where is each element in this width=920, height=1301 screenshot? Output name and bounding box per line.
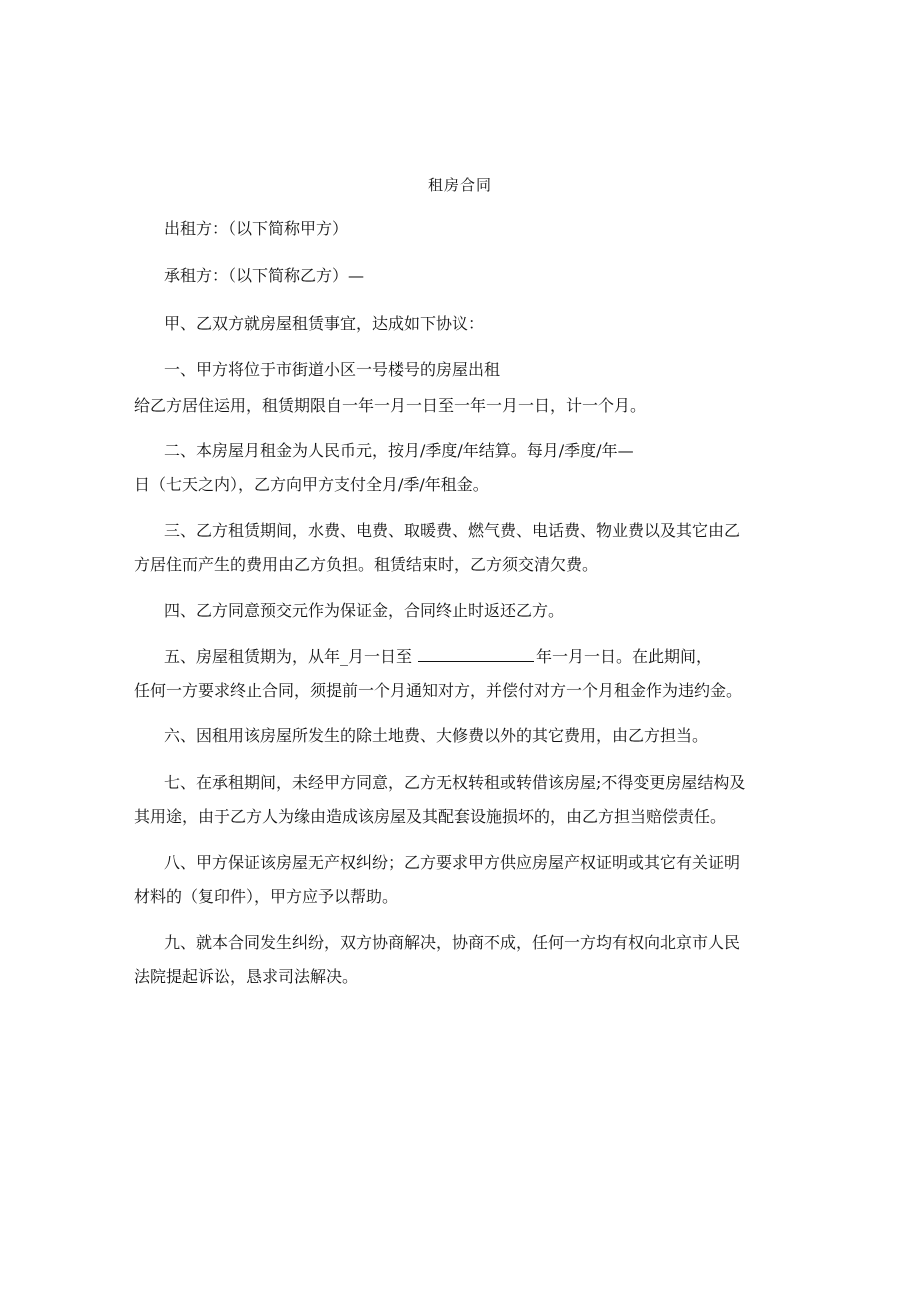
clause-7-line-1: 七、在承租期间，未经甲方同意，乙方无权转租或转借该房屋;不得变更房屋结构及 bbox=[164, 773, 746, 792]
clause-2-line-1: 二、本房屋月租金为人民币元，按月/季度/年结算。每月/季度/年— bbox=[164, 441, 634, 460]
clause-5-text-after-blank: 年一月一日。在此期间， bbox=[536, 647, 713, 666]
clause-4-line: 四、乙方同意预交元作为保证金，合同终止时返还乙方。 bbox=[164, 601, 565, 620]
clause-9-line-2: 法院提起诉讼，恳求司法解决。 bbox=[134, 967, 359, 986]
clause-5-text-before-blank: 五、房屋租赁期为，从年_月一日至 bbox=[164, 647, 413, 666]
document-title: 租房合同 bbox=[427, 176, 492, 194]
clause-3-line-1: 三、乙方租赁期间，水费、电费、取暖费、燃气费、电话费、物业费以及其它由乙 bbox=[164, 521, 741, 540]
clause-8-line-1: 八、甲方保证该房屋无产权纠纷；乙方要求甲方供应房屋产权证明或其它有关证明 bbox=[164, 853, 741, 872]
clause-5-line-2: 任何一方要求终止合同，须提前一个月通知对方，并偿付对方一个月租金作为违约金。 bbox=[134, 681, 743, 700]
clause-7-line-2: 其用途，由于乙方人为缘由造成该房屋及其配套设施损坏的，由乙方担当赔偿责任。 bbox=[134, 807, 727, 826]
clause-3-line-2: 方居住而产生的费用由乙方负担。租赁结束时，乙方须交清欠费。 bbox=[134, 555, 599, 574]
lessee-line: 承租方：（以下简称乙方）— bbox=[164, 266, 365, 285]
clause-9-line-1: 九、就本合同发生纠纷，双方协商解决，协商不成，任何一方均有权向北京市人民 bbox=[164, 933, 741, 952]
clause-2-line-2: 日（七天之内），乙方向甲方支付全月/季/年租金。 bbox=[134, 475, 489, 494]
clause-1-line-1: 一、甲方将位于市街道小区一号楼号的房屋出租 bbox=[164, 360, 501, 379]
clause-6-line: 六、因租用该房屋所发生的除土地费、大修费以外的其它费用，由乙方担当。 bbox=[164, 726, 709, 745]
clause-1-line-2: 给乙方居住运用，租赁期限自一年一月一日至一年一月一日，计一个月。 bbox=[134, 396, 647, 415]
clause-5-line-1 bbox=[164, 646, 712, 668]
blank-year-field bbox=[418, 647, 534, 662]
clause-8-line-2: 材料的（复印件），甲方应予以帮助。 bbox=[134, 887, 399, 906]
intro-line: 甲、乙双方就房屋租赁事宜，达成如下协议： bbox=[164, 314, 485, 333]
lessor-line: 出租方：（以下简称甲方） bbox=[164, 219, 349, 238]
